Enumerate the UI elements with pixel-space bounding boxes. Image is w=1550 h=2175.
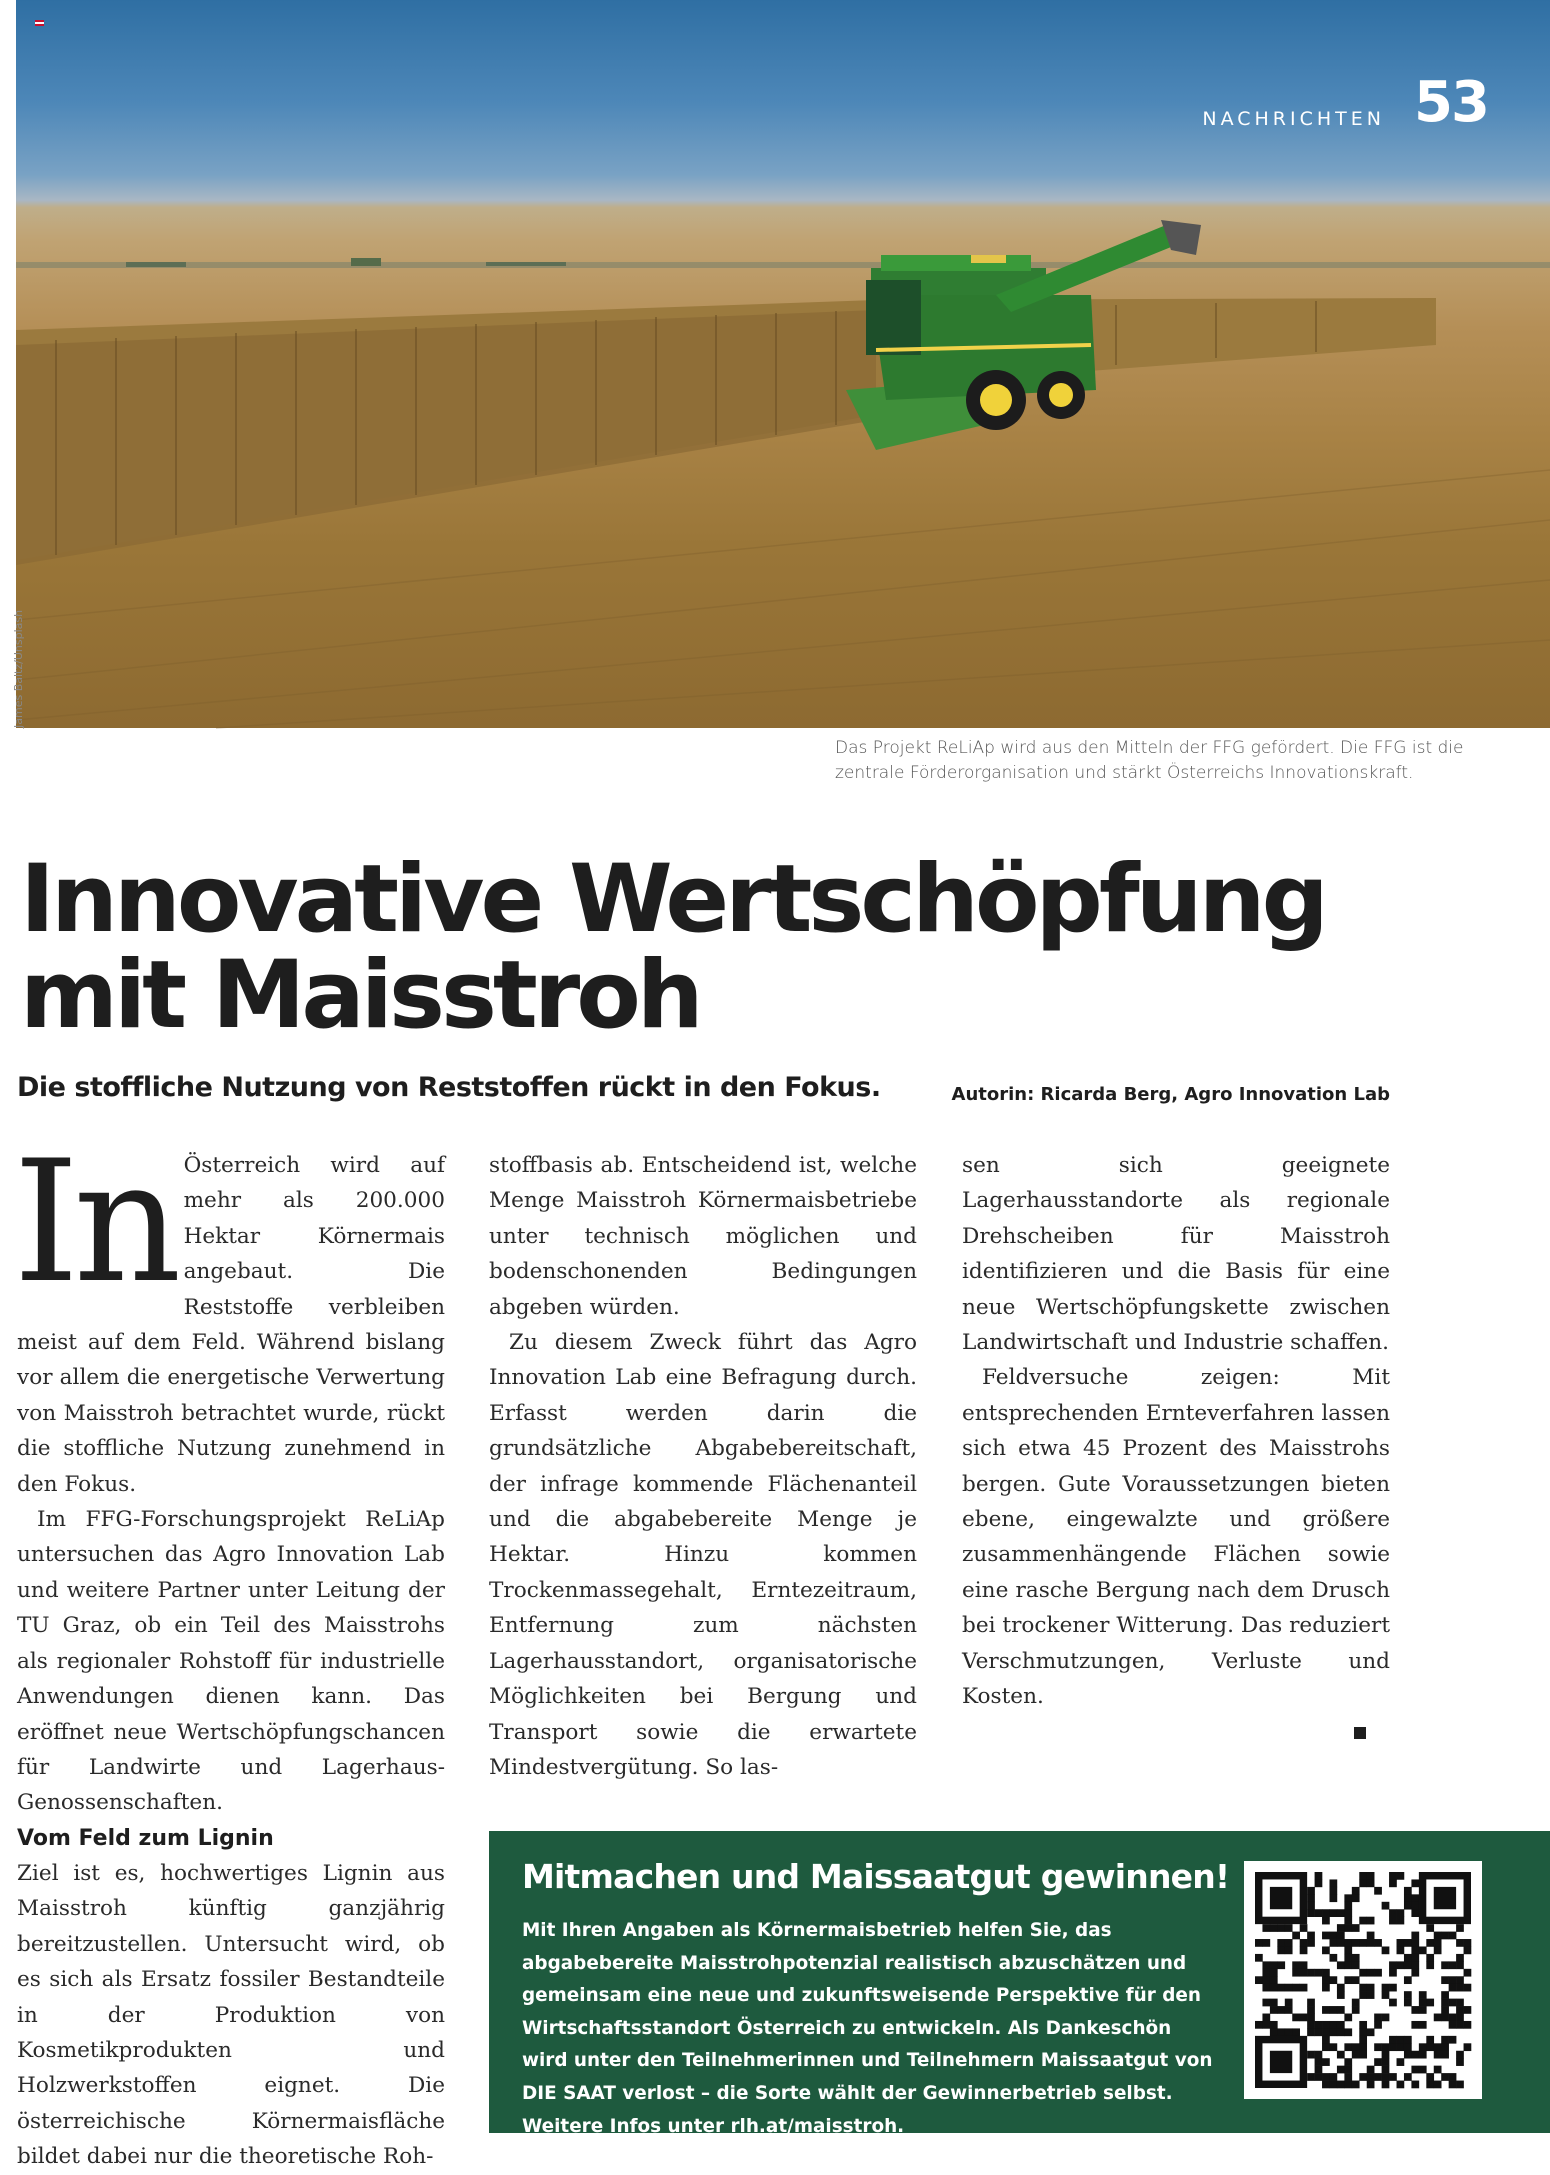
article-author: Autorin: Ricarda Berg, Agro Innovation Lab bbox=[951, 1084, 1390, 1105]
article-column-2 bbox=[489, 1148, 917, 1785]
dropcap: In bbox=[13, 1124, 176, 1320]
paragraph: Feldversuche zeigen: Mit entsprechenden Ernteverfahren lassen sich etwa 45 Prozent des Maisstrohs bergen. Gute Voraussetzungen bieten ebene, eingewalzte und größere zusammenhängende Flächen sowie eine rasche Bergung nach dem Drusch bei trockener Witterung. Das reduziert Verschmutzungen, Verluste und Kosten. bbox=[962, 1365, 1390, 1710]
qr-code[interactable] bbox=[1244, 1861, 1482, 2099]
end-of-article-mark bbox=[1354, 1727, 1366, 1739]
page-number: 53 bbox=[1414, 70, 1488, 135]
paragraph: stoffbasis ab. Entscheidend ist, welche Menge Maisstroh Körnermaisbetriebe unter technisch möglichen und bodenschonenden Bedingungen abgeben würden. bbox=[489, 1153, 917, 1320]
photo-caption: Das Projekt ReLiAp wird aus den Mitteln der FFG gefördert. Die FFG ist die zentrale Förderorganisation und stärkt Österreichs Innovationskraft. bbox=[835, 738, 1464, 783]
headline-line-2: mit Maisstroh bbox=[20, 941, 700, 1050]
article-headline bbox=[20, 845, 1420, 1050]
article-subtitle: Die stoffliche Nutzung von Reststoffen rückt in den Fokus. bbox=[17, 1072, 881, 1103]
hero-photo bbox=[16, 0, 1550, 728]
paragraph: Im FFG-Forschungsprojekt ReLiAp untersuchen das Agro Innovation Lab und weitere Partner unter Leitung der TU Graz, ob ein Teil des Maisstrohs als regionaler Rohstoff für industrielle Anwendungen dienen kann. Das eröffnet neue Wertschöpfungschancen für Landwirte und Lagerhaus-Genossenschaften. bbox=[17, 1507, 445, 1816]
photo-credit: James Baltz/Unsplash bbox=[12, 609, 25, 728]
article-column-1-continued bbox=[17, 1822, 445, 2175]
paragraph: Ziel ist es, hochwertiges Lignin aus Maisstroh künftig ganzjährig bereitzustellen. Untersucht wird, ob es sich als Ersatz fossiler Bestandteile in der Produktion von Kosmetikprodukten und Holzwerkstoffen eignet. Die österreichische Körnermaisfläche bildet dabei nur die theoretische Roh- bbox=[17, 1861, 445, 2170]
promo-box bbox=[489, 1831, 1550, 2137]
article-column-1 bbox=[13, 1124, 445, 1821]
paragraph: Zu diesem Zweck führt das Agro Innovation Lab eine Befragung durch. Erfasst werden darin die grundsätzliche Abgabebereitschaft, der infrage kommende Flächenanteil und die abgabebereite Menge je Hektar. Hinzu kommen Trockenmassegehalt, Erntezeitraum, Entfernung zum nächsten Lagerhausstandort, organisatorische Möglichkeiten bei Bergung und Transport sowie die erwartete Mindestvergütung. So las- bbox=[489, 1330, 917, 1780]
section-label: NACHRICHTEN bbox=[1202, 108, 1385, 130]
article-column-3 bbox=[962, 1148, 1390, 1750]
flag-icon bbox=[35, 20, 44, 26]
promo-text: Mit Ihren Angaben als Körnermaisbetrieb helfen Sie, das abgabebereite Maisstrohpotenzial realistisch abzuschätzen und gemeinsam eine neue und zukunftsweisende Perspektive für den Wirtschaftsstandort Österreich zu entwickeln. Als Dankeschön wird unter den Teilnehmerinnen und Teilnehmern Maissaatgut von DIE SAAT verlost – die Sorte wählt der Gewinnerbetrieb selbst. Weitere Infos unter rlh.at/maisstroh. bbox=[522, 1920, 1213, 2137]
promo-title: Mitmachen und Maissaatgut gewinnen! bbox=[522, 1857, 1230, 1896]
qr-code-icon bbox=[1255, 1872, 1471, 2088]
section-subhead: Vom Feld zum Lignin bbox=[17, 1826, 274, 1851]
headline-line-1: Innovative Wertschöpfung bbox=[20, 845, 1325, 954]
paragraph: sen sich geeignete Lagerhausstandorte als regionale Drehscheiben für Maisstroh identifizieren und die Basis für eine neue Wertschöpfungskette zwischen Landwirtschaft und Industrie schaffen. bbox=[962, 1153, 1390, 1356]
paragraph: Österreich wird auf mehr als 200.000 Hektar Körnermais angebaut. Die Reststoffe verbleiben meist auf dem Feld. Während bislang vor allem die energetische Verwertung von Maisstroh betrachtet wurde, rückt die stoffliche Nutzung zunehmend in den Fokus. bbox=[17, 1153, 445, 1497]
